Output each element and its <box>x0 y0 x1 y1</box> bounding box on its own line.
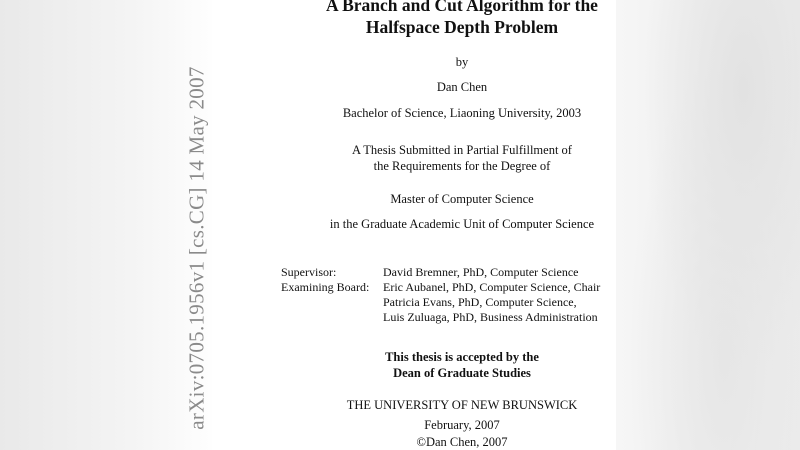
committee-person: Patricia Evans, PhD, Computer Science, <box>383 295 577 309</box>
arxiv-identifier: arXiv:0705.1956v1 [cs.CG] 14 May 2007 <box>184 66 209 430</box>
committee-role: Supervisor: <box>281 265 337 279</box>
prior-degree: Bachelor of Science, Liaoning University, 2003 <box>342 106 582 120</box>
thesis-statement <box>262 142 662 174</box>
copyright-notice: ©Dan Chen, 2007 <box>416 435 508 449</box>
thesis-title <box>262 0 662 38</box>
by-label: by <box>455 55 469 69</box>
committee-person: Luis Zuluaga, PhD, Business Administration <box>383 310 598 324</box>
acceptance-line: This thesis is accepted by the <box>385 350 539 364</box>
committee-person: David Bremner, PhD, Computer Science <box>383 265 579 279</box>
author-name: Dan Chen <box>436 80 488 94</box>
academic-unit: in the Graduate Academic Unit of Computer Science <box>329 217 595 231</box>
submission-date: February, 2007 <box>424 418 500 432</box>
thesis-statement-line: A Thesis Submitted in Partial Fulfillment of <box>352 143 572 157</box>
title-line: A Branch and Cut Algorithm for the <box>326 0 598 15</box>
committee-role: Examining Board: <box>281 280 370 294</box>
committee-person: Eric Aubanel, PhD, Computer Science, Chair <box>383 280 601 294</box>
acceptance-statement <box>262 349 662 381</box>
university-name: THE UNIVERSITY OF NEW BRUNSWICK <box>346 398 578 412</box>
thesis-statement-line: the Requirements for the Degree of <box>373 159 551 173</box>
acceptance-line: Dean of Graduate Studies <box>393 366 531 380</box>
degree-name: Master of Computer Science <box>390 192 534 206</box>
title-line: Halfspace Depth Problem <box>365 17 559 37</box>
